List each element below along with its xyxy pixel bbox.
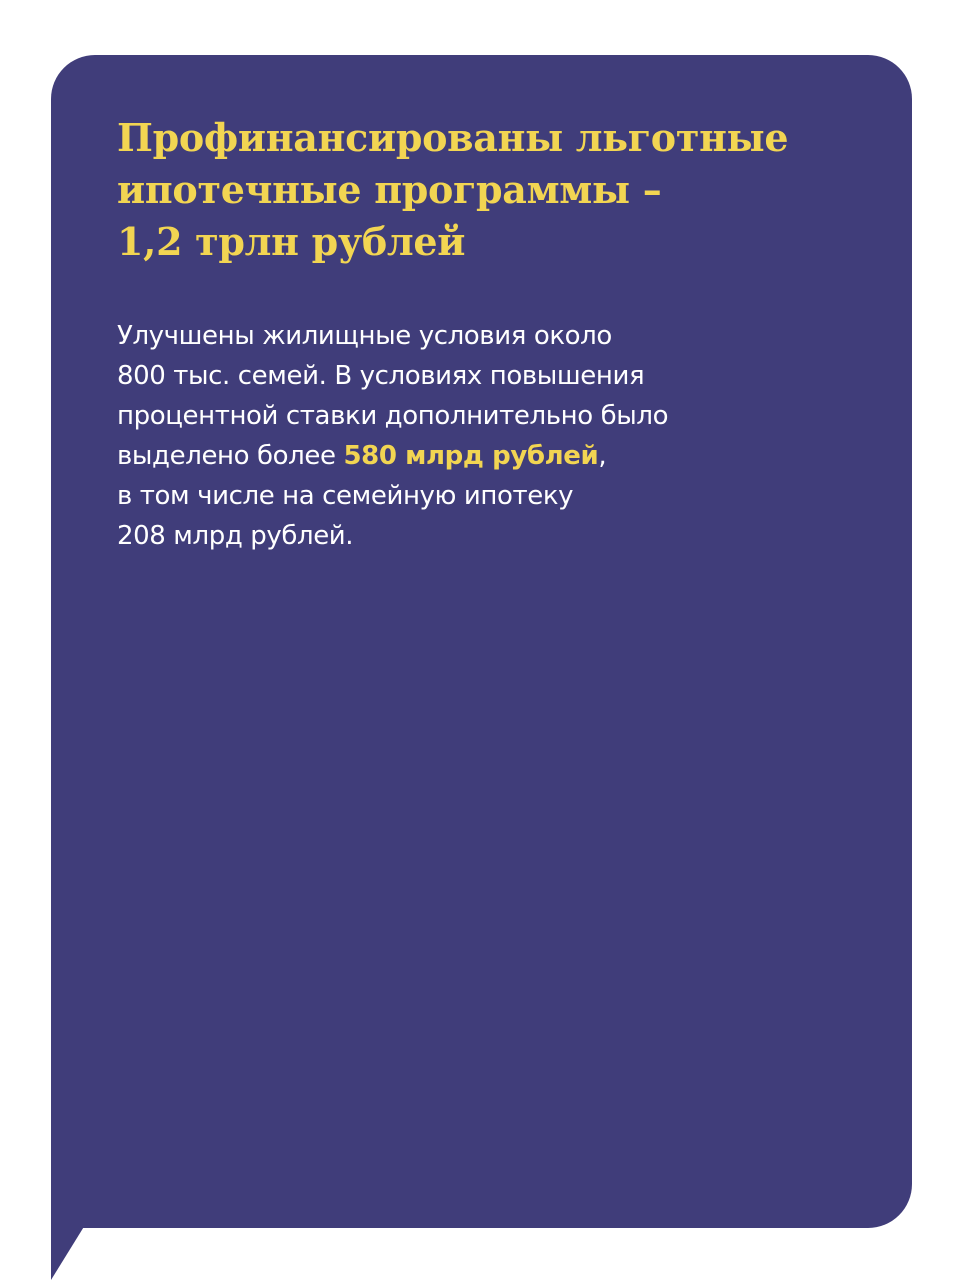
body-line-5: в том числе на семейную ипотеку: [117, 481, 574, 511]
body-line-2: 800 тыс. семей. В условиях повышения: [117, 361, 645, 391]
body-text: [117, 316, 877, 556]
body-line-4-start: выделено более: [117, 441, 344, 471]
body-line-4-end: ,: [598, 441, 607, 471]
body-line-6: 208 млрд рублей.: [117, 521, 354, 551]
speech-bubble-tail: [51, 1225, 85, 1280]
body-line-3: процентной ставки дополнительно было: [117, 401, 669, 431]
highlighted-amount: 580 млрд рублей: [343, 441, 599, 471]
headline-line-3: 1,2 трлн рублей: [117, 219, 466, 264]
headline-line-1: Профинансированы льготные: [117, 115, 789, 160]
body-line-4: [117, 436, 877, 476]
headline: [117, 112, 877, 268]
body-line-1: Улучшены жилищные условия около: [117, 321, 612, 351]
headline-line-2: ипотечные программы –: [117, 167, 662, 212]
